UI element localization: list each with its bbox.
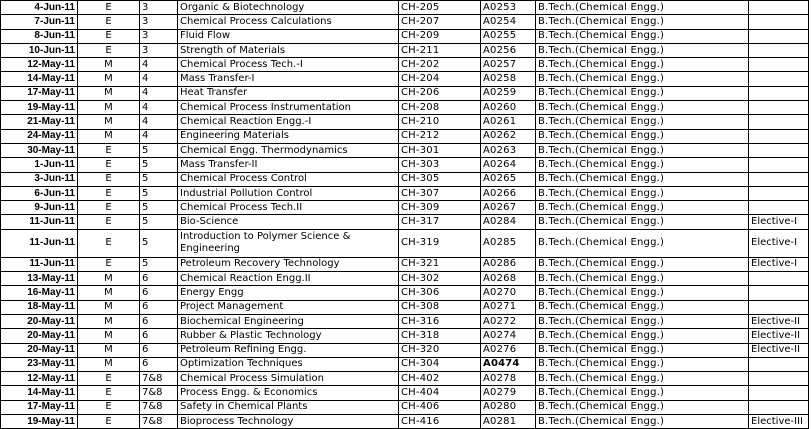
session-cell: M	[78, 72, 140, 86]
exam-date-cell: 13-May-11	[1, 272, 78, 286]
table-row	[1, 72, 809, 86]
course-code-cell: CH-406	[399, 400, 481, 414]
elective-note-cell	[749, 58, 809, 72]
exam-date-cell: 1-Jun-11	[1, 158, 78, 172]
semester-cell: 7&8	[140, 400, 178, 414]
session-cell: E	[78, 158, 140, 172]
elective-note-cell: Elective-II	[749, 343, 809, 357]
paper-code-cell: A0284	[481, 215, 536, 229]
exam-date-cell: 30-May-11	[1, 143, 78, 157]
paper-code-cell: A0267	[481, 201, 536, 215]
subject-cell: Fluid Flow	[178, 29, 399, 43]
elective-note-cell	[749, 386, 809, 400]
table-row	[1, 343, 809, 357]
programme-cell: B.Tech.(Chemical Engg.)	[536, 58, 749, 72]
elective-note-cell	[749, 129, 809, 143]
semester-cell: 7&8	[140, 415, 178, 429]
exam-date-cell: 17-May-11	[1, 400, 78, 414]
course-code-cell: CH-302	[399, 272, 481, 286]
elective-note-cell	[749, 143, 809, 157]
programme-cell: B.Tech.(Chemical Engg.)	[536, 229, 749, 257]
exam-date-cell: 20-May-11	[1, 314, 78, 328]
paper-code-cell: A0270	[481, 286, 536, 300]
programme-cell: B.Tech.(Chemical Engg.)	[536, 415, 749, 429]
table-row	[1, 186, 809, 200]
semester-cell: 5	[140, 143, 178, 157]
course-code-cell: CH-318	[399, 329, 481, 343]
table-row	[1, 272, 809, 286]
session-cell: E	[78, 143, 140, 157]
semester-cell: 3	[140, 15, 178, 29]
subject-cell: Introduction to Polymer Science & Engineering	[178, 229, 399, 257]
course-code-cell: CH-307	[399, 186, 481, 200]
elective-note-cell	[749, 286, 809, 300]
programme-cell: B.Tech.(Chemical Engg.)	[536, 272, 749, 286]
exam-date-cell: 19-May-11	[1, 101, 78, 115]
subject-cell: Mass Transfer-I	[178, 72, 399, 86]
elective-note-cell	[749, 15, 809, 29]
course-code-cell: CH-319	[399, 229, 481, 257]
subject-cell: Petroleum Refining Engg.	[178, 343, 399, 357]
table-row	[1, 229, 809, 257]
paper-code-cell: A0271	[481, 300, 536, 314]
subject-cell: Heat Transfer	[178, 86, 399, 100]
paper-code-cell: A0474	[481, 357, 536, 371]
exam-date-cell: 8-Jun-11	[1, 29, 78, 43]
subject-cell: Strength of Materials	[178, 43, 399, 57]
paper-code-cell: A0286	[481, 257, 536, 271]
session-cell: M	[78, 86, 140, 100]
exam-date-cell: 7-Jun-11	[1, 15, 78, 29]
paper-code-cell: A0280	[481, 400, 536, 414]
subject-cell: Biochemical Engineering	[178, 314, 399, 328]
semester-cell: 5	[140, 186, 178, 200]
semester-cell: 5	[140, 215, 178, 229]
paper-code-cell: A0260	[481, 101, 536, 115]
exam-date-cell: 23-May-11	[1, 357, 78, 371]
exam-date-cell: 19-May-11	[1, 415, 78, 429]
course-code-cell: CH-210	[399, 115, 481, 129]
course-code-cell: CH-206	[399, 86, 481, 100]
subject-cell: Bioprocess Technology	[178, 415, 399, 429]
elective-note-cell	[749, 201, 809, 215]
semester-cell: 5	[140, 172, 178, 186]
exam-date-cell: 6-Jun-11	[1, 186, 78, 200]
paper-code-cell: A0256	[481, 43, 536, 57]
course-code-cell: CH-305	[399, 172, 481, 186]
elective-note-cell	[749, 186, 809, 200]
paper-code-cell: A0274	[481, 329, 536, 343]
programme-cell: B.Tech.(Chemical Engg.)	[536, 329, 749, 343]
programme-cell: B.Tech.(Chemical Engg.)	[536, 372, 749, 386]
table-row	[1, 415, 809, 429]
elective-note-cell	[749, 300, 809, 314]
exam-date-cell: 17-May-11	[1, 86, 78, 100]
elective-note-cell	[749, 400, 809, 414]
exam-date-cell: 20-May-11	[1, 343, 78, 357]
elective-note-cell	[749, 101, 809, 115]
session-cell: E	[78, 201, 140, 215]
programme-cell: B.Tech.(Chemical Engg.)	[536, 400, 749, 414]
table-row	[1, 372, 809, 386]
elective-note-cell: Elective-III	[749, 415, 809, 429]
course-code-cell: CH-207	[399, 15, 481, 29]
elective-note-cell: Elective-I	[749, 215, 809, 229]
session-cell: M	[78, 115, 140, 129]
programme-cell: B.Tech.(Chemical Engg.)	[536, 386, 749, 400]
elective-note-cell: Elective-II	[749, 314, 809, 328]
semester-cell: 6	[140, 286, 178, 300]
elective-note-cell: Elective-I	[749, 257, 809, 271]
programme-cell: B.Tech.(Chemical Engg.)	[536, 115, 749, 129]
paper-code-cell: A0285	[481, 229, 536, 257]
table-row	[1, 400, 809, 414]
exam-date-cell: 11-Jun-11	[1, 215, 78, 229]
exam-date-cell: 14-May-11	[1, 386, 78, 400]
course-code-cell: CH-205	[399, 1, 481, 15]
course-code-cell: CH-320	[399, 343, 481, 357]
subject-cell: Chemical Process Instrumentation	[178, 101, 399, 115]
paper-code-cell: A0272	[481, 314, 536, 328]
paper-code-cell: A0268	[481, 272, 536, 286]
schedule-rows	[1, 1, 809, 429]
elective-note-cell	[749, 86, 809, 100]
session-cell: E	[78, 372, 140, 386]
programme-cell: B.Tech.(Chemical Engg.)	[536, 72, 749, 86]
paper-code-cell: A0257	[481, 58, 536, 72]
programme-cell: B.Tech.(Chemical Engg.)	[536, 314, 749, 328]
paper-code-cell: A0281	[481, 415, 536, 429]
paper-code-cell: A0264	[481, 158, 536, 172]
paper-code-cell: A0254	[481, 15, 536, 29]
session-cell: M	[78, 357, 140, 371]
semester-cell: 4	[140, 129, 178, 143]
subject-cell: Organic & Biotechnology	[178, 1, 399, 15]
table-row	[1, 29, 809, 43]
course-code-cell: CH-404	[399, 386, 481, 400]
programme-cell: B.Tech.(Chemical Engg.)	[536, 15, 749, 29]
programme-cell: B.Tech.(Chemical Engg.)	[536, 86, 749, 100]
semester-cell: 6	[140, 329, 178, 343]
programme-cell: B.Tech.(Chemical Engg.)	[536, 158, 749, 172]
session-cell: E	[78, 400, 140, 414]
table-row	[1, 215, 809, 229]
exam-date-cell: 11-Jun-11	[1, 257, 78, 271]
session-cell: M	[78, 101, 140, 115]
table-row	[1, 1, 809, 15]
subject-cell: Process Engg. & Economics	[178, 386, 399, 400]
table-row	[1, 129, 809, 143]
subject-cell: Engineering Materials	[178, 129, 399, 143]
semester-cell: 5	[140, 229, 178, 257]
table-row	[1, 314, 809, 328]
course-code-cell: CH-301	[399, 143, 481, 157]
exam-date-cell: 21-May-11	[1, 115, 78, 129]
course-code-cell: CH-211	[399, 43, 481, 57]
programme-cell: B.Tech.(Chemical Engg.)	[536, 43, 749, 57]
paper-code-cell: A0279	[481, 386, 536, 400]
course-code-cell: CH-317	[399, 215, 481, 229]
table-row	[1, 143, 809, 157]
subject-cell: Project Management	[178, 300, 399, 314]
session-cell: E	[78, 415, 140, 429]
session-cell: E	[78, 172, 140, 186]
course-code-cell: CH-212	[399, 129, 481, 143]
subject-cell: Petroleum Recovery Technology	[178, 257, 399, 271]
course-code-cell: CH-402	[399, 372, 481, 386]
course-code-cell: CH-309	[399, 201, 481, 215]
semester-cell: 4	[140, 115, 178, 129]
session-cell: M	[78, 343, 140, 357]
paper-code-cell: A0253	[481, 1, 536, 15]
semester-cell: 4	[140, 58, 178, 72]
subject-cell: Energy Engg	[178, 286, 399, 300]
subject-cell: Chemical Reaction Engg.II	[178, 272, 399, 286]
subject-cell: Safety in Chemical Plants	[178, 400, 399, 414]
subject-cell: Chemical Process Calculations	[178, 15, 399, 29]
table-row	[1, 15, 809, 29]
session-cell: E	[78, 29, 140, 43]
exam-date-cell: 10-Jun-11	[1, 43, 78, 57]
exam-date-cell: 11-Jun-11	[1, 229, 78, 257]
subject-cell: Chemical Process Simulation	[178, 372, 399, 386]
paper-code-cell: A0265	[481, 172, 536, 186]
course-code-cell: CH-208	[399, 101, 481, 115]
table-row	[1, 357, 809, 371]
table-row	[1, 158, 809, 172]
course-code-cell: CH-308	[399, 300, 481, 314]
programme-cell: B.Tech.(Chemical Engg.)	[536, 286, 749, 300]
elective-note-cell: Elective-II	[749, 329, 809, 343]
course-code-cell: CH-416	[399, 415, 481, 429]
subject-cell: Optimization Techniques	[178, 357, 399, 371]
paper-code-cell: A0258	[481, 72, 536, 86]
course-code-cell: CH-209	[399, 29, 481, 43]
programme-cell: B.Tech.(Chemical Engg.)	[536, 1, 749, 15]
course-code-cell: CH-321	[399, 257, 481, 271]
programme-cell: B.Tech.(Chemical Engg.)	[536, 343, 749, 357]
session-cell: M	[78, 58, 140, 72]
session-cell: M	[78, 286, 140, 300]
exam-date-cell: 24-May-11	[1, 129, 78, 143]
table-row	[1, 257, 809, 271]
exam-date-cell: 20-May-11	[1, 329, 78, 343]
paper-code-cell: A0261	[481, 115, 536, 129]
table-row	[1, 86, 809, 100]
paper-code-cell: A0259	[481, 86, 536, 100]
elective-note-cell	[749, 372, 809, 386]
programme-cell: B.Tech.(Chemical Engg.)	[536, 143, 749, 157]
exam-date-cell: 12-May-11	[1, 372, 78, 386]
subject-cell: Chemical Process Tech.-I	[178, 58, 399, 72]
subject-cell: Mass Transfer-II	[178, 158, 399, 172]
semester-cell: 6	[140, 314, 178, 328]
programme-cell: B.Tech.(Chemical Engg.)	[536, 215, 749, 229]
session-cell: E	[78, 215, 140, 229]
subject-cell: Chemical Process Control	[178, 172, 399, 186]
session-cell: M	[78, 272, 140, 286]
semester-cell: 5	[140, 158, 178, 172]
semester-cell: 6	[140, 357, 178, 371]
paper-code-cell: A0255	[481, 29, 536, 43]
elective-note-cell	[749, 172, 809, 186]
semester-cell: 5	[140, 201, 178, 215]
session-cell: E	[78, 386, 140, 400]
elective-note-cell	[749, 29, 809, 43]
programme-cell: B.Tech.(Chemical Engg.)	[536, 172, 749, 186]
programme-cell: B.Tech.(Chemical Engg.)	[536, 201, 749, 215]
semester-cell: 4	[140, 101, 178, 115]
semester-cell: 4	[140, 72, 178, 86]
programme-cell: B.Tech.(Chemical Engg.)	[536, 300, 749, 314]
subject-cell: Chemical Engg. Thermodynamics	[178, 143, 399, 157]
elective-note-cell: Elective-I	[749, 229, 809, 257]
semester-cell: 6	[140, 343, 178, 357]
elective-note-cell	[749, 272, 809, 286]
exam-date-cell: 3-Jun-11	[1, 172, 78, 186]
exam-date-cell: 16-May-11	[1, 286, 78, 300]
subject-cell: Industrial Pollution Control	[178, 186, 399, 200]
exam-date-cell: 18-May-11	[1, 300, 78, 314]
subject-cell: Chemical Reaction Engg.-I	[178, 115, 399, 129]
elective-note-cell	[749, 115, 809, 129]
subject-cell: Rubber & Plastic Technology	[178, 329, 399, 343]
course-code-cell: CH-316	[399, 314, 481, 328]
semester-cell: 3	[140, 43, 178, 57]
subject-cell: Bio-Science	[178, 215, 399, 229]
semester-cell: 7&8	[140, 386, 178, 400]
exam-date-cell: 12-May-11	[1, 58, 78, 72]
programme-cell: B.Tech.(Chemical Engg.)	[536, 129, 749, 143]
paper-code-cell: A0278	[481, 372, 536, 386]
elective-note-cell	[749, 43, 809, 57]
semester-cell: 3	[140, 29, 178, 43]
session-cell: M	[78, 300, 140, 314]
paper-code-cell: A0276	[481, 343, 536, 357]
elective-note-cell	[749, 158, 809, 172]
programme-cell: B.Tech.(Chemical Engg.)	[536, 29, 749, 43]
course-code-cell: CH-202	[399, 58, 481, 72]
session-cell: M	[78, 314, 140, 328]
programme-cell: B.Tech.(Chemical Engg.)	[536, 257, 749, 271]
table-row	[1, 201, 809, 215]
table-row	[1, 329, 809, 343]
elective-note-cell	[749, 1, 809, 15]
semester-cell: 3	[140, 1, 178, 15]
table-row	[1, 101, 809, 115]
elective-note-cell	[749, 72, 809, 86]
session-cell: M	[78, 329, 140, 343]
course-code-cell: CH-204	[399, 72, 481, 86]
session-cell: E	[78, 186, 140, 200]
session-cell: M	[78, 129, 140, 143]
elective-note-cell	[749, 357, 809, 371]
paper-code-cell: A0262	[481, 129, 536, 143]
exam-date-cell: 9-Jun-11	[1, 201, 78, 215]
programme-cell: B.Tech.(Chemical Engg.)	[536, 101, 749, 115]
table-row	[1, 58, 809, 72]
subject-cell: Chemical Process Tech.II	[178, 201, 399, 215]
semester-cell: 5	[140, 257, 178, 271]
session-cell: E	[78, 229, 140, 257]
exam-date-cell: 14-May-11	[1, 72, 78, 86]
session-cell: E	[78, 1, 140, 15]
table-row	[1, 115, 809, 129]
course-code-cell: CH-306	[399, 286, 481, 300]
course-code-cell: CH-304	[399, 357, 481, 371]
table-row	[1, 172, 809, 186]
paper-code-cell: A0266	[481, 186, 536, 200]
session-cell: E	[78, 43, 140, 57]
table-row	[1, 300, 809, 314]
semester-cell: 7&8	[140, 372, 178, 386]
session-cell: E	[78, 257, 140, 271]
semester-cell: 4	[140, 86, 178, 100]
table-row	[1, 286, 809, 300]
exam-date-cell: 4-Jun-11	[1, 1, 78, 15]
programme-cell: B.Tech.(Chemical Engg.)	[536, 357, 749, 371]
session-cell: E	[78, 15, 140, 29]
course-code-cell: CH-303	[399, 158, 481, 172]
semester-cell: 6	[140, 272, 178, 286]
table-row	[1, 43, 809, 57]
programme-cell: B.Tech.(Chemical Engg.)	[536, 186, 749, 200]
semester-cell: 6	[140, 300, 178, 314]
table-row	[1, 386, 809, 400]
paper-code-cell: A0263	[481, 143, 536, 157]
